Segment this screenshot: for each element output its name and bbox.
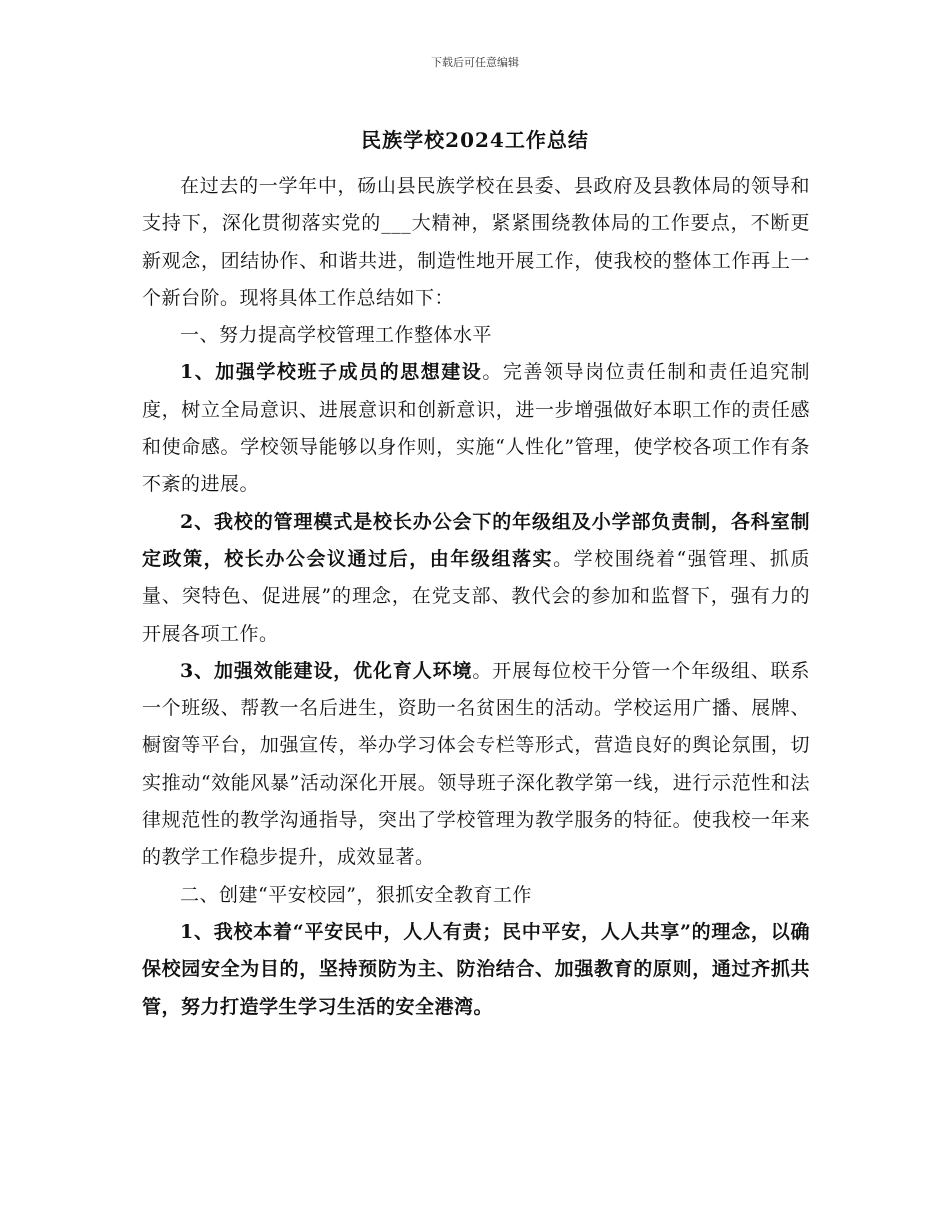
section-2-heading: 二、创建“平安校园”，狠抓安全教育工作 (180, 883, 532, 906)
section-1-item-3-text: 。开展每位校干分管一个年级组、联系一个班级、帮教一名后进生，资助一名贫困生的活动。学校运用广播、展牌、橱窗等平台，加强宣传，举办学习体会专栏等形式，营造良好的舆论氛围，切实推动“效能风暴”活动深化开展。领导班子深化教学第一线，进行示范性和法律规范性的教学沟通指导，突出了学校管理为教学服务的特征。使我校一年来的教学工作稳步提升，成效显著。 (142, 659, 810, 869)
section-1-item-2-text: 。学校围绕着“强管理、抓质量、突特色、促进展”的理念，在党支部、教代会的参加和监督下，强有力的开展各项工作。 (142, 547, 810, 645)
section-1-item-3 (142, 653, 810, 877)
document-body (142, 168, 810, 1026)
section-1-item-2 (142, 504, 810, 653)
section-1-heading: 一、努力提高学校管理工作整体水平 (180, 324, 493, 347)
section-1-item-1 (142, 354, 810, 503)
section-1-item-3-lead: 3、加强效能建设，优化育人环境 (180, 659, 473, 682)
section-1-item-1-text: 。完善领导岗位责任制和责任追究制度，树立全局意识、进展意识和创新意识，进一步增强做好本职工作的责任感和使命感。学校领导能够以身作则，实施“人性化”管理，使学校各项工作有条不紊的进展。 (142, 361, 810, 496)
section-2-item-1: 1、我校本着“平安民中，人人有责；民中平安，人人共享”的理念，以确保校园安全为目的，坚持预防为主、防治结合、加强教育的原则，通过齐抓共管，努力打造学生学习生活的安全港湾。 (142, 920, 810, 1018)
section-1-item-1-lead: 1、加强学校班子成员的思想建设 (180, 361, 483, 384)
header-note: 下载后可任意编辑 (431, 56, 519, 69)
page-title: 民族学校2024工作总结 (361, 128, 589, 152)
intro-paragraph: 在过去的一学年中，砀山县民族学校在县委、县政府及县教体局的领导和支持下，深化贯彻落实党的___大精神，紧紧围绕教体局的工作要点，不断更新观念，团结协作、和谐共进，制造性地开展工作，使我校的整体工作再上一个新台阶。现将具体工作总结如下： (142, 175, 810, 309)
section-1-item-2-lead: 2、我校的管理模式是校长办公会下的年级组及小学部负责制，各科室制定政策，校长办公会议通过后，由年级组落实 (142, 510, 810, 570)
